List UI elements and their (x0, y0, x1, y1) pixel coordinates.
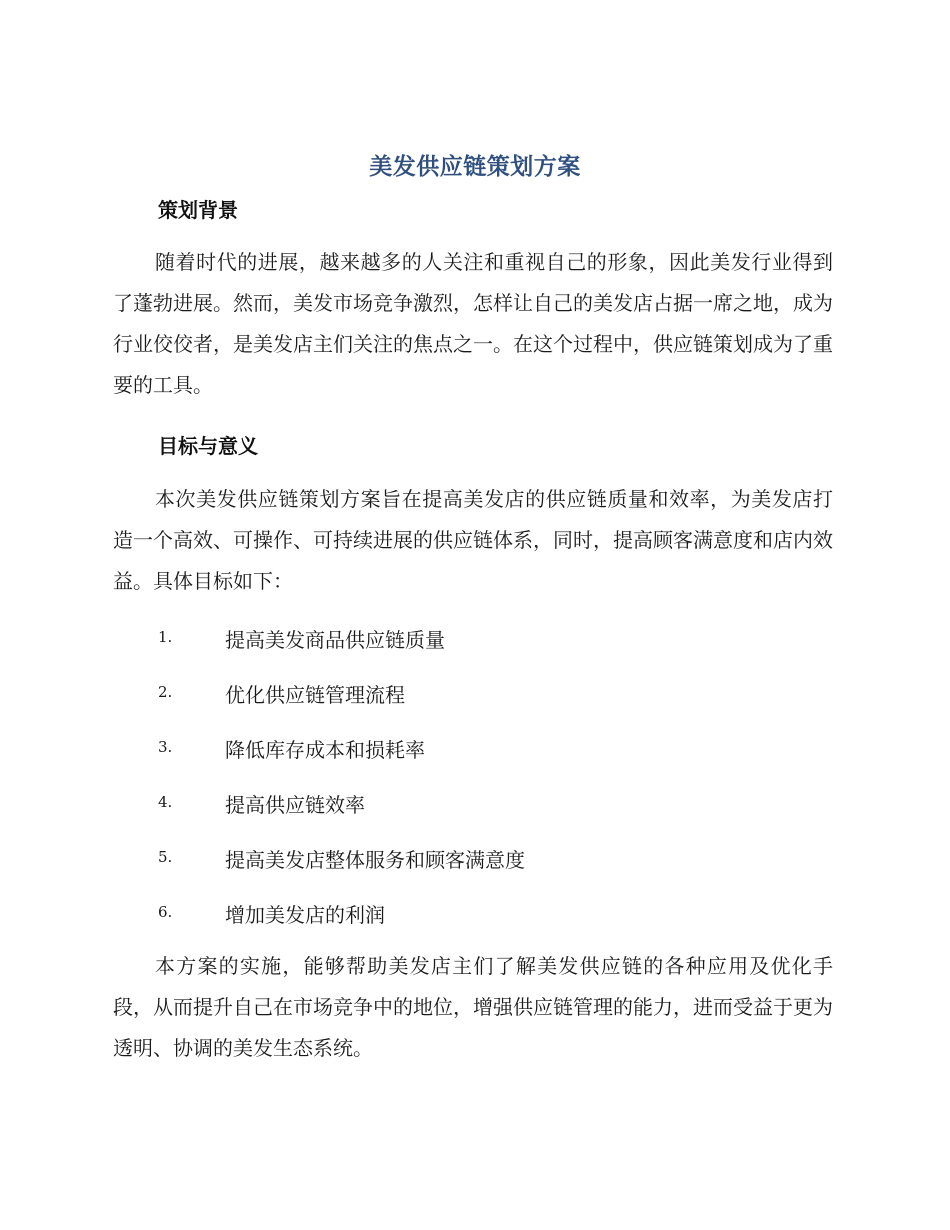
closing-paragraph: 本方案的实施，能够帮助美发店主们了解美发供应链的各种应用及优化手段，从而提升自己在市场竞争中的地位，增强供应链管理的能力，进而受益于更为透明、协调的美发生态系统。 (113, 954, 833, 1060)
list-text: 提高供应链效率 (225, 793, 365, 817)
list-number: 3. (158, 738, 173, 756)
list-text: 增加美发店的利润 (225, 903, 385, 927)
list-number: 6. (158, 903, 173, 921)
list-number: 1. (158, 628, 173, 646)
list-number: 4. (158, 793, 173, 811)
list-number: 2. (158, 683, 173, 701)
list-text: 提高美发商品供应链质量 (225, 628, 445, 652)
section-heading-background: 策划背景 (158, 198, 238, 222)
list-text: 降低库存成本和损耗率 (225, 738, 425, 762)
background-paragraph: 随着时代的进展，越来越多的人关注和重视自己的形象，因此美发行业得到了蓬勃进展。然而，美发市场竞争激烈，怎样让自己的美发店占据一席之地，成为行业佼佼者，是美发店主们关注的焦点之一。在这个过程中，供应链策划成为了重要的工具。 (113, 250, 833, 397)
section-heading-goals: 目标与意义 (158, 434, 258, 458)
list-text: 提高美发店整体服务和顾客满意度 (225, 848, 525, 872)
goals-paragraph: 本次美发供应链策划方案旨在提高美发店的供应链质量和效率，为美发店打造一个高效、可操作、可持续进展的供应链体系，同时，提高顾客满意度和店内效益。具体目标如下： (113, 487, 833, 593)
list-number: 5. (158, 848, 173, 866)
document-title: 美发供应链策划方案 (369, 154, 581, 180)
list-text: 优化供应链管理流程 (225, 683, 405, 707)
